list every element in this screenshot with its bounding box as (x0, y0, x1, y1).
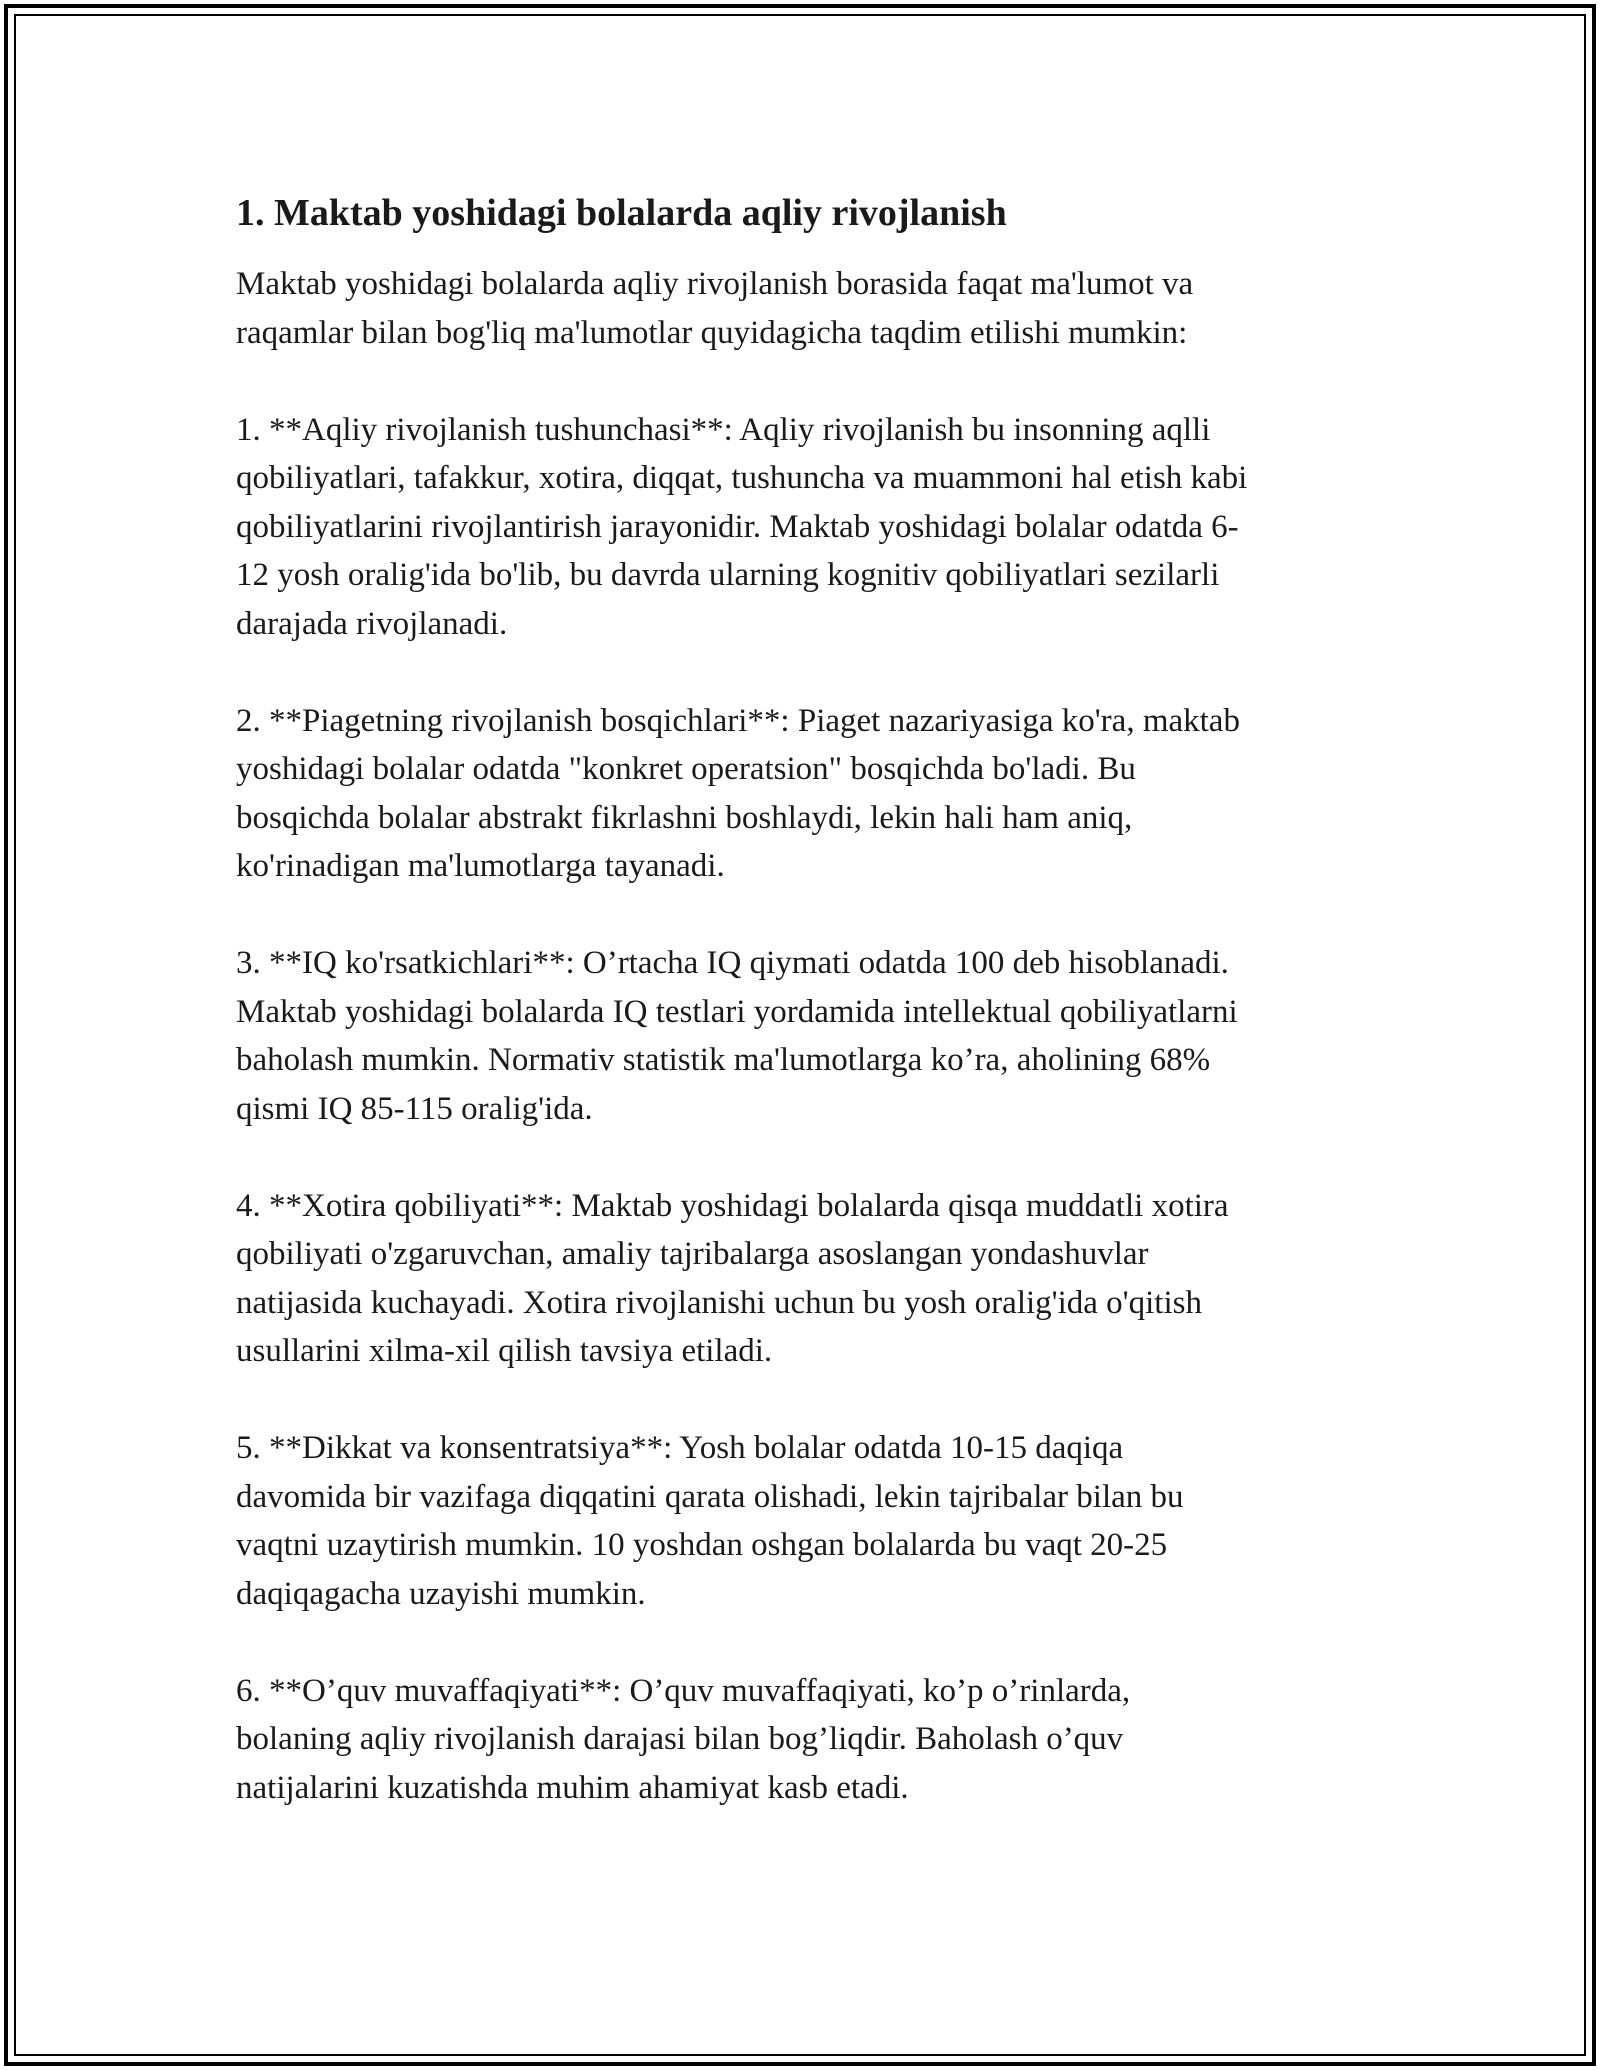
point-6-paragraph: 6. **O’quv muvaffaqiyati**: O’quv muvaffaqiyati, ko’p o’rinlarda, bolaning aqliy rivojlanish darajasi bilan bog’liqdir. Baholash o’quv natijalarini kuzatishda muhim ahamiyat kasb etadi. (236, 1672, 1131, 1806)
point-4-paragraph: 4. **Xotira qobiliyati**: Maktab yoshidagi bolalarda qisqa muddatli xotira qobiliyati o'zgaruvchan, amaliy tajribalarga asoslangan yondashuvlar natijasida kuchayadi. Xotira rivojlanishi uchun bu yosh oralig'ida o'qitish usullarini xilma-xil qilish tavsiya etiladi. (236, 1187, 1229, 1369)
document-body (236, 185, 1386, 1861)
point-1-paragraph: 1. **Aqliy rivojlanish tushunchasi**: Aqliy rivojlanish bu insonning aqlli qobiliyatlari, tafakkur, xotira, diqqat, tushuncha va muammoni hal etish kabi qobiliyatlarini rivojlantirish jarayonidir. Maktab yoshidagi bolalar odatda 6- 12 yosh oralig'ida bo'lib, bu davrda ularning kognitiv qobiliyatlari sezilarli darajada rivojlanadi. (236, 411, 1248, 642)
section-heading: 1. Maktab yoshidagi bolalarda aqliy rivojlanish (236, 192, 1007, 234)
point-3-paragraph: 3. **IQ ko'rsatkichlari**: O’rtacha IQ qiymati odatda 100 deb hisoblanadi. Maktab yoshidagi bolalarda IQ testlari yordamida intellektual qobiliyatlarni baholash mumkin. Normativ statistik ma'lumotlarga ko’ra, aholining 68% qismi IQ 85-115 oralig'ida. (236, 945, 1238, 1127)
point-2-paragraph: 2. **Piagetning rivojlanish bosqichlari**: Piaget nazariyasiga ko'ra, maktab yoshidagi bolalar odatda "konkret operatsion" bosqichda bo'ladi. Bu bosqichda bolalar abstrakt fikrlashni boshlaydi, lekin hali ham aniq, ko'rinadigan ma'lumotlarga tayanadi. (236, 702, 1240, 884)
intro-paragraph: Maktab yoshidagi bolalarda aqliy rivojlanish borasida faqat ma'lumot va raqamlar bilan bog'liq ma'lumotlar quyidagicha taqdim etilishi mumkin: (236, 266, 1194, 351)
point-5-paragraph: 5. **Dikkat va konsentratsiya**: Yosh bolalar odatda 10-15 daqiqa davomida bir vazifaga diqqatini qarata olishadi, lekin tajribalar bilan bu vaqtni uzaytirish mumkin. 10 yoshdan oshgan bolalarda bu vaqt 20-25 daqiqagacha uzayishi mumkin. (236, 1430, 1184, 1612)
